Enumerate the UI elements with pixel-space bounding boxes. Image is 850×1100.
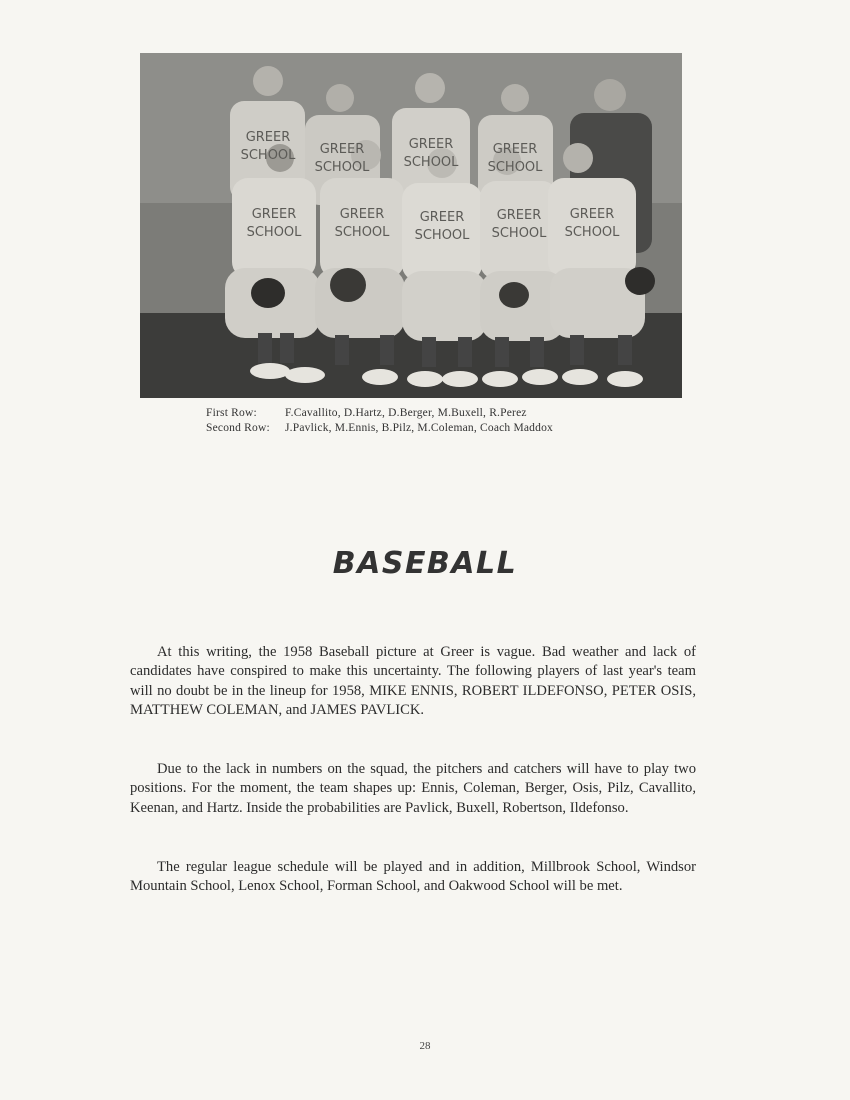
jersey-lettering: SCHOOL (246, 225, 302, 240)
jersey-lettering: GREER (339, 207, 385, 222)
second-row-names: J.Pavlick, M.Ennis, B.Pilz, M.Coleman, Coach Maddox (285, 422, 553, 434)
jersey-lettering: GREER (496, 208, 542, 223)
jersey-lettering: GREER (492, 142, 538, 157)
jersey-lettering: GREER (319, 142, 365, 157)
jersey-lettering: SCHOOL (334, 225, 390, 240)
first-row-names: F.Cavallito, D.Hartz, D.Berger, M.Buxell, R.Perez (285, 407, 527, 419)
paragraph-1: At this writing, the 1958 Baseball picture at Greer is vague. Bad weather and lack of candidates have conspired to make this uncertainty. The following players of last year's team will no doubt be in the lineup for 1958, MIKE ENNIS, ROBERT ILDEFONSO, PETER OSIS, MATTHEW COLEMAN, and JAMES PAVLICK. (130, 643, 696, 719)
paragraph-3: The regular league schedule will be played and in addition, Millbrook School, Windsor Mountain School, Lenox School, Forman School, and Oakwood School will be met. (130, 858, 696, 895)
caption-first-row (206, 406, 553, 421)
team-photo (140, 53, 682, 398)
jersey-lettering: SCHOOL (414, 228, 470, 243)
page-title: BASEBALL (332, 546, 518, 581)
caption-second-row (206, 421, 553, 436)
jersey-lettering: GREER (419, 210, 465, 225)
jersey-lettering: GREER (245, 130, 291, 145)
jersey-lettering: SCHOOL (491, 226, 547, 241)
jersey-lettering: SCHOOL (487, 160, 543, 175)
jersey-lettering: GREER (251, 207, 297, 222)
jersey-lettering: SCHOOL (564, 225, 620, 240)
page-number: 28 (419, 1040, 431, 1052)
first-row-label: First Row: (206, 407, 257, 419)
paragraph-2: Due to the lack in numbers on the squad, the pitchers and catchers will have to play two positions. For the moment, the team shapes up: Ennis, Coleman, Berger, Osis, Pilz, Cavallito, Keenan, and Hartz. Inside the probabilities are Pavlick, Buxell, Robertson, Ildefonso. (130, 760, 696, 816)
jersey-lettering: GREER (408, 137, 454, 152)
jersey-lettering: SCHOOL (314, 160, 370, 175)
jersey-lettering: SCHOOL (240, 148, 296, 163)
second-row-label: Second Row: (206, 422, 270, 434)
photo-caption (206, 406, 553, 436)
jersey-lettering: GREER (569, 207, 615, 222)
team-photo-illustration (140, 53, 682, 398)
jersey-lettering: SCHOOL (403, 155, 459, 170)
